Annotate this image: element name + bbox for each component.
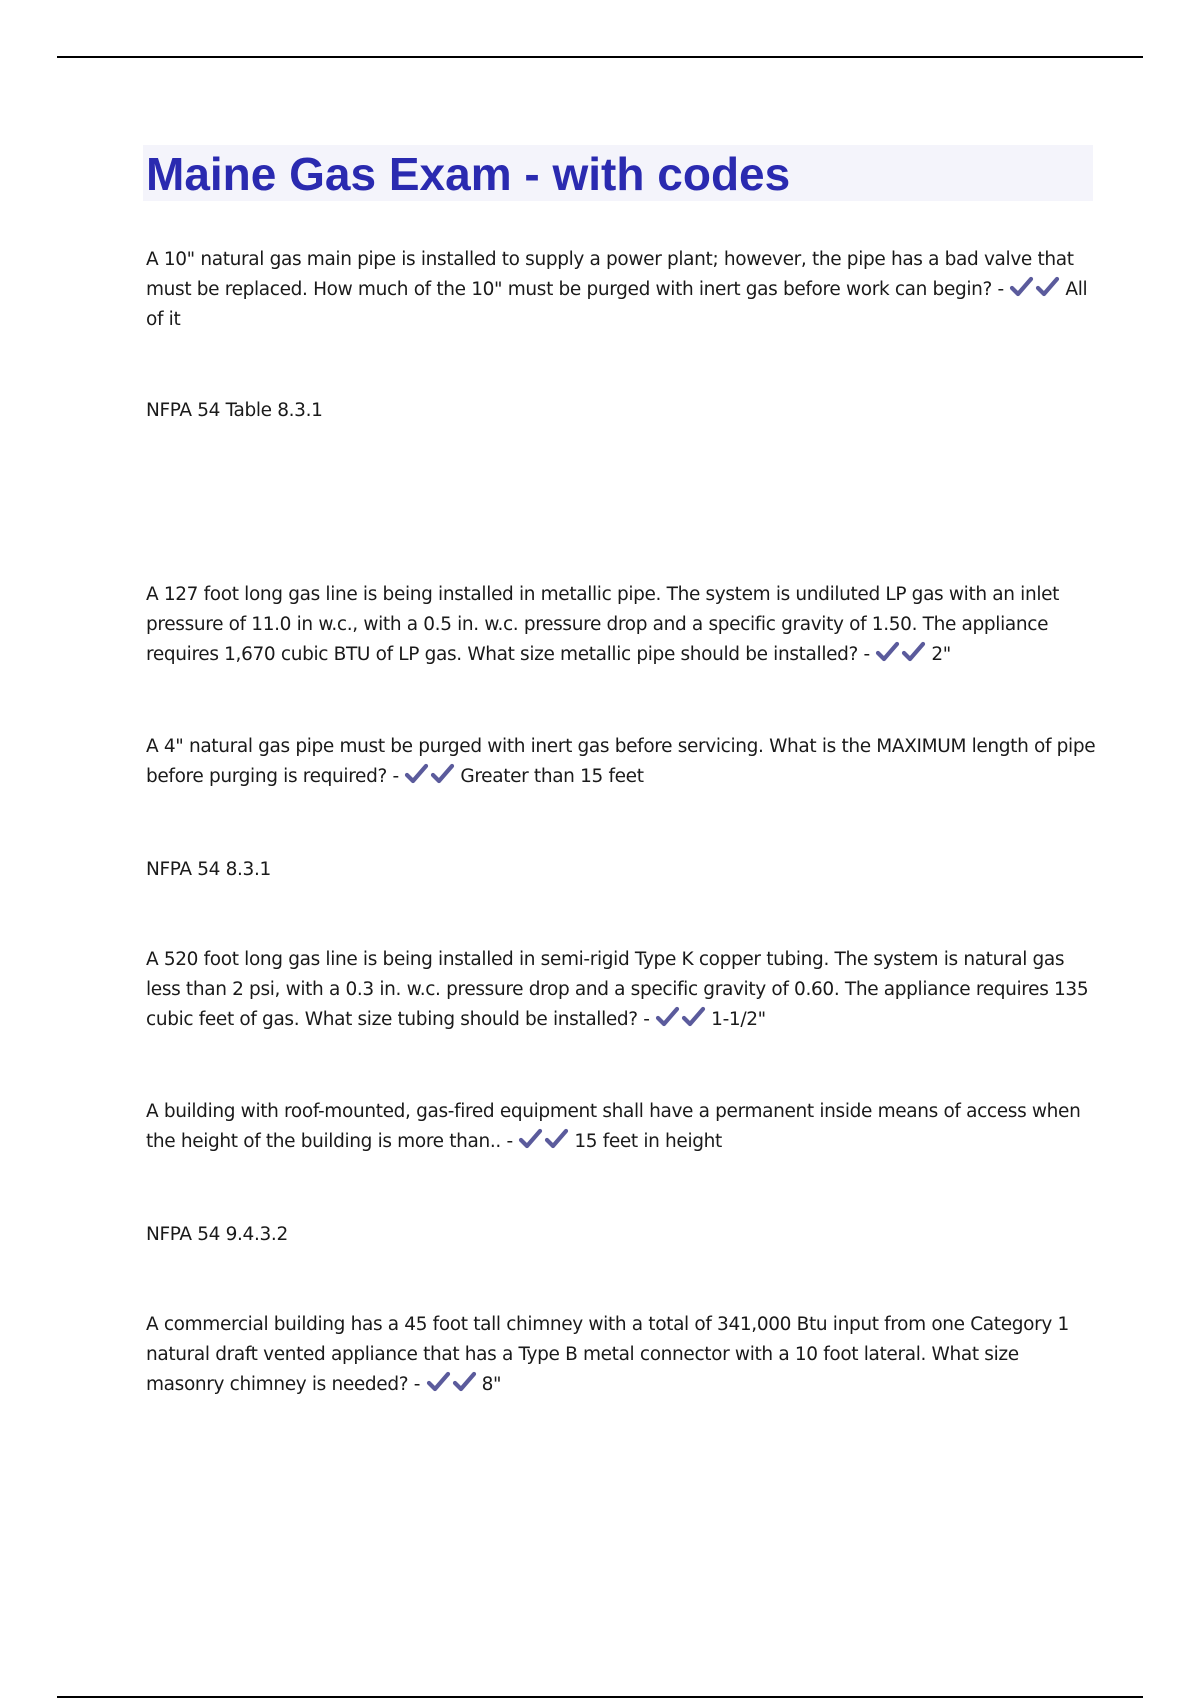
question-text: A building with roof-mounted, gas-fired equipment shall have a permanent inside means of access when the height of the building is more than.. - — [146, 1101, 1081, 1152]
question-text: A 10" natural gas main pipe is installed to supply a power plant; however, the pipe has a bad valve that must be replaced. How much of the 10" must be purged with inert gas before work can begin? - — [146, 249, 1074, 300]
answer-text: 15 feet in height — [574, 1131, 722, 1152]
qa-item — [146, 1310, 1096, 1400]
question-text: A 127 foot long gas line is being installed in metallic pipe. The system is undiluted LP gas with an inlet pressure of 11.0 in w.c., with a 0.5 in. w.c. pressure drop and a specific gravity of 1.50. The appliance requires 1,670 cubic BTU of LP gas. What size metallic pipe should be installed? - — [146, 584, 1060, 665]
qa-item — [146, 945, 1096, 1035]
check-icon — [426, 1371, 452, 1393]
question-text: A commercial building has a 45 foot tall chimney with a total of 341,000 Btu input from one Category 1 natural draft vented appliance that has a Type B metal connector with a 10 foot lateral. What size masonry chimney is needed? - — [146, 1314, 1069, 1395]
check-icon — [518, 1128, 544, 1150]
check-icon — [544, 1128, 570, 1150]
question-text: A 4" natural gas pipe must be purged with inert gas before servicing. What is the MAXIMUM length of pipe before purging is required? - — [146, 736, 1096, 787]
question-text: A 520 foot long gas line is being installed in semi-rigid Type K copper tubing. The system is natural gas less than 2 psi, with a 0.3 in. w.c. pressure drop and a specific gravity of 0.60. The appliance requires 135 cubic feet of gas. What size tubing should be installed? - — [146, 949, 1089, 1030]
check-icon — [1035, 276, 1061, 298]
answer-marker — [655, 1005, 707, 1035]
answer-text: 1-1/2" — [711, 1009, 766, 1030]
qa-item — [146, 245, 1096, 335]
answer-marker — [875, 640, 927, 670]
answer-marker — [518, 1127, 570, 1157]
check-icon — [875, 641, 901, 663]
qa-item — [146, 1097, 1096, 1157]
answer-text: Greater than 15 feet — [460, 766, 644, 787]
code-reference: NFPA 54 8.3.1 — [146, 859, 271, 880]
check-icon — [655, 1006, 681, 1028]
check-icon — [1009, 276, 1035, 298]
check-icon — [452, 1371, 478, 1393]
answer-marker — [1009, 275, 1061, 305]
code-reference: NFPA 54 9.4.3.2 — [146, 1224, 288, 1245]
page-bottom-rule — [57, 1696, 1143, 1698]
check-icon — [430, 763, 456, 785]
code-reference: NFPA 54 Table 8.3.1 — [146, 400, 323, 421]
document-title: Maine Gas Exam - with codes — [146, 148, 791, 200]
check-icon — [681, 1006, 707, 1028]
page-top-rule — [57, 56, 1143, 58]
answer-marker — [426, 1370, 478, 1400]
answer-text: All of it — [146, 279, 1088, 330]
qa-item — [146, 580, 1096, 670]
answer-marker — [404, 762, 456, 792]
check-icon — [901, 641, 927, 663]
check-icon — [404, 763, 430, 785]
answer-text: 2" — [931, 644, 951, 665]
answer-text: 8" — [481, 1374, 502, 1395]
qa-item — [146, 732, 1096, 792]
